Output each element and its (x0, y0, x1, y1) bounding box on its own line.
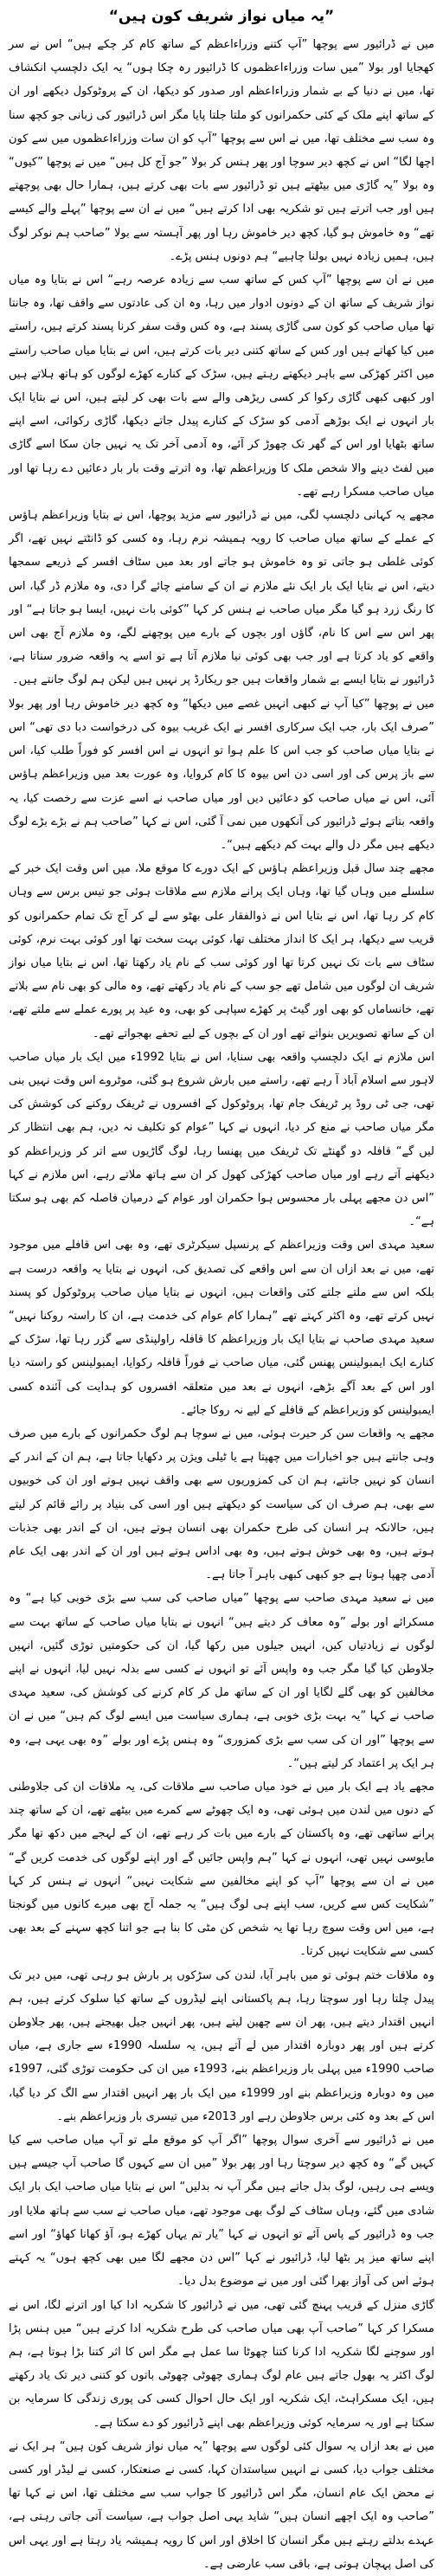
article-paragraph: میں نے سعید مہدی صاحب سے پوچھا ”میاں صاحب کی سب سے بڑی خوبی کیا ہے“ وہ مسکرائے اور بولے ”وہ معاف کر دیتے ہیں“ انہوں نے بتایا میاں صاحب کے ساتھ بہت سے لوگوں نے زیادتیاں کیں، انہیں جیلوں میں رکھا گیا، ان کی حکومتیں توڑی گئیں، انہیں جلاوطن کیا گیا مگر جب وہ واپس آئے تو انہوں نے کسی سے بدلہ نہیں لیا، انہوں نے اپنے مخالفین کو بھی گلے لگایا اور ان کے ساتھ مل کر کام کرنے کی کوشش کی، سعید مہدی صاحب نے کہا ”یہ بہت بڑی خوبی ہے، ہماری سیاست میں ایسے لوگ کم ہیں“ میں نے ان سے پوچھا ”اور ان کی سب سے بڑی کمزوری“ وہ ہنس پڑے اور بولے ”وہ بھی یہی ہے، وہ ہر ایک پر اعتماد کر لیتے ہیں“۔ (9, 1592, 434, 1770)
article-paragraph: مجھے یہ واقعات سن کر حیرت ہوئی، میں نے سوچا ہم لوگ حکمرانوں کے بارے میں صرف وہی جانتے ہیں جو اخبارات میں چھپتا ہے یا ٹیلی ویژن پر دکھایا جاتا ہے، ہم ان کے اندر کے انسان کو نہیں جانتے، ہم ان کی کمزوریوں سے بھی واقف نہیں ہوتے اور ان کی خوبیوں سے بھی، ہم صرف ان کی سیاست کو دیکھتے ہیں اور اسی کی بنیاد پر رائے قائم کر لیتے ہیں، حالانکہ ہر انسان کی طرح حکمران بھی انسان ہوتے ہیں، ان کے اندر بھی جذبات ہوتے ہیں، وہ بھی خوش ہوتے ہیں، وہ بھی اداس ہوتے ہیں اور ان کے اندر بھی ایک عام آدمی چھپا ہوتا ہے جو کبھی کبھی باہر آ جاتا ہے۔ (9, 1426, 434, 1582)
article-paragraph: میں نے بعد ازاں یہ سوال کئی لوگوں سے پوچھا ”یہ میاں نواز شریف کون ہیں“ ہر ایک نے مختلف جواب دیا، کسی نے انہیں سیاستدان کہا، کسی نے صنعتکار، کسی نے لیڈر اور کسی نے محض ایک عام انسان، مگر اس ڈرائیور کا جواب سب سے مختلف تھا، اس نے کہا تھا ”صاحب وہ ایک اچھے انسان ہیں“ شاید یہی اصل جواب ہے، سیاست آتی جاتی رہتی ہے، عہدے بدلتے رہتے ہیں مگر انسان کا اخلاق اور اس کا رویہ ہمیشہ یاد رہتا ہے اور یہی اس کی اصل پہچان ہوتی ہے، باقی سب عارضی ہے۔ (9, 2439, 434, 2571)
article-paragraph: مجھے چند سال قبل وزیراعظم ہاؤس کے ایک دورے کا موقع ملا، میں اس وقت ایک خبر کے سلسلے میں وہاں گیا تھا، وہاں ایک پرانے ملازم سے ملاقات ہوئی جو تیس برس سے وہاں کام کر رہا تھا، اس نے بتایا اس نے ذوالفقار علی بھٹو سے لے کر آج تک تمام حکمرانوں کو قریب سے دیکھا، ہر ایک کا انداز مختلف تھا، کوئی بہت سخت تھا اور کوئی بہت نرم، کوئی سٹاف سے بات تک نہیں کرتا تھا اور کوئی سب کے نام یاد رکھتا تھا، اس نے بتایا میاں نواز شریف ان لوگوں میں شامل تھے جو سب کے نام یاد رکھتے تھے، وہ مالی کو بھی نام سے بلاتے تھے، خانساماں کو بھی اور گیٹ پر کھڑے سپاہی کو بھی، وہ عید پر پورے عملے سے ملتے تھے، ان کے ساتھ تصویریں بنواتے تھے اور ان کے بچوں کے لیے تحفے بھجواتے تھے۔ (9, 862, 434, 1040)
article-paragraph: سعید مہدی اس وقت وزیراعظم کے پرنسپل سیکرٹری تھے، وہ بھی اس قافلے میں موجود تھے، میں نے بعد ازاں ان سے اس واقعے کی تصدیق کی، انہوں نے بتایا یہ واقعہ درست ہے بلکہ اس سے ملتے جلتے کئی واقعات ہیں، انہوں نے بتایا میاں صاحب پروٹوکول کو پسند نہیں کرتے تھے، وہ اکثر کہتے تھے ”ہمارا کام عوام کی خدمت ہے، ان کا راستہ روکنا نہیں“ سعید مہدی صاحب نے بتایا ایک بار وزیراعظم کا قافلہ راولپنڈی سے گزر رہا تھا، سڑک کے کنارے ایک ایمبولینس پھنس گئی، میاں صاحب نے فوراً قافلہ رکوایا، ایمبولینس کو راستہ دیا اور اس کے بعد آگے بڑھے، انہوں نے بعد میں متعلقہ افسروں کو ہدایت کی آئندہ کسی ایمبولینس کو وزیراعظم کے قافلے کے لیے نہ روکا جائے۔ (9, 1239, 434, 1417)
article-paragraph: وہ ملاقات ختم ہوئی تو میں باہر آیا، لندن کی سڑکوں پر بارش ہو رہی تھی، میں دیر تک پیدل چلتا رہا اور سوچتا رہا، ہم پاکستانی اپنے لیڈروں کے ساتھ کیا سلوک کرتے ہیں، ہم انہیں اقتدار دیتے ہیں، پھر ان سے چھین لیتے ہیں، پھر انہیں جیل بھیجتے ہیں، پھر جلاوطن کرتے ہیں اور پھر دوبارہ اقتدار میں لے آتے ہیں، یہ سلسلہ 1990ء سے جاری ہے، میاں صاحب 1990ء میں پہلی بار وزیراعظم بنے، 1993ء میں ان کی حکومت توڑی گئی، 1997ء میں وہ دوبارہ وزیراعظم بنے اور 1999ء میں ایک بار پھر انہیں اقتدار سے الگ کر دیا گیا، اس کے بعد وہ کئی برس جلاوطن رہے اور 2013ء میں تیسری بار وزیراعظم بنے۔ (9, 1968, 434, 2123)
article-paragraph: میں نے پوچھا ”کیا آپ نے کبھی انہیں غصے میں دیکھا“ وہ کچھ دیر خاموش رہا اور پھر بولا ”صرف ایک بار، جب ایک سرکاری افسر نے ایک غریب بیوہ کی درخواست دبا دی تھی“ اس نے بتایا میاں صاحب کو جب اس کا علم ہوا تو انہوں نے اس افسر کو فوراً طلب کیا، اس سے باز پرس کی اور اسی دن اس بیوہ کا کام کروایا، وہ عورت بعد میں وزیراعظم ہاؤس آئی، اس نے میاں صاحب کو دعائیں دیں اور میاں صاحب نے اسے عزت سے رخصت کیا، یہ واقعہ بتاتے ہوئے ڈرائیور کی آنکھوں میں نمی آ گئی، اس نے کہا ”صاحب ہم نے بڑے بڑے لوگ دیکھے ہیں مگر دل والے بہت کم دیکھے ہیں“۔ (9, 697, 434, 852)
article-paragraph: گاڑی منزل کے قریب پہنچ گئی تھی، میں نے ڈرائیور کا شکریہ ادا کیا اور اترنے لگا، اس نے مسکرا کر کہا ”صاحب آپ بھی میاں صاحب کی طرح شکریہ ادا کرتے ہیں“ میں ہنس پڑا اور سوچنے لگا شکریہ ادا کرنا کتنا چھوٹا سا عمل ہے مگر اس کا اثر کتنا بڑا ہوتا ہے، ہم لوگ اکثر یہ بھول جاتے ہیں عام لوگ ہماری چھوٹی چھوٹی باتوں کو کتنی دیر تک یاد رکھتے ہیں، ایک مسکراہٹ، ایک شکریہ اور ایک حال احوال کسی کی پوری زندگی کا سرمایہ بن سکتا ہے اور یہ سرمایہ کوئی وزیراعظم بھی اپنے ڈرائیور کو دے سکتا ہے۔ (9, 2298, 434, 2430)
article-paragraph: اس ملازم نے ایک دلچسپ واقعہ بھی سنایا، اس نے بتایا 1992ء میں ایک بار میاں صاحب لاہور سے اسلام آباد آ رہے تھے، راستے میں بارش شروع ہو گئی، موٹروے اس وقت نہیں بنی تھی، جی ٹی روڈ پر ٹریفک جام تھا، پروٹوکول کے افسروں نے ٹریفک روکنے کی کوشش کی مگر میاں صاحب نے منع کر دیا، انہوں نے کہا ”عوام کو تکلیف نہ دیں، ہم بھی انتظار کر لیں گے“ قافلہ دو گھنٹے تک ٹریفک میں پھنسا رہا، لوگ گاڑیوں سے اتر کر وزیراعظم کو دیکھنے آتے رہے اور میاں صاحب کھڑکی کھول کر ان سے ہاتھ ملاتے رہے، اس ملازم نے کہا ”اس دن مجھے پہلی بار محسوس ہوا حکمران اور عوام کے درمیان فاصلہ کم بھی ہو سکتا ہے“۔ (9, 1050, 435, 1229)
article-title: ”یہ میاں نواز شریف کون ہیں“ (108, 8, 335, 25)
article-body (9, 33, 434, 2576)
article-paragraph: مجھے یاد ہے ایک بار میں نے خود میاں صاحب سے ملاقات کی، یہ ملاقات ان کی جلاوطنی کے دنوں میں لندن میں ہوئی تھی، وہ ایک چھوٹے سے کمرے میں بیٹھے تھے، ان کے ساتھ چند پرانے ساتھی تھے، وہ پاکستان کے بارے میں بات کر رہے تھے، ان کے لہجے میں دکھ تھا مگر مایوسی نہیں تھی، انہوں نے کہا ”ہم واپس جائیں گے اور اپنے لوگوں کی خدمت کریں گے“ میں نے ان سے پوچھا ”آپ کو اپنے مخالفین سے شکایت نہیں“ انہوں نے ہنس کر کہا ”شکایت کس سے کریں، سب اپنے ہی لوگ ہیں“ یہ جملہ آج بھی میرے کانوں میں گونجتا ہے، میں اس وقت سوچ رہا تھا یہ شخص کن مٹی کا بنا ہے جو اتنا کچھ سہنے کے بعد بھی کسی سے شکایت نہیں کرتا۔ (9, 1781, 434, 1959)
article-paragraph: میں نے ان سے پوچھا ”آپ کس کے ساتھ سب سے زیادہ عرصہ رہے“ اس نے بتایا وہ میاں نواز شریف کے ساتھ ان کے دونوں ادوار میں رہا، وہ ان کی عادتوں سے واقف تھا، وہ جانتا تھا میاں صاحب کو کون سی گاڑی پسند ہے، وہ کس وقت سفر کرنا پسند کرتے ہیں، راستے میں کیا کھاتے ہیں اور کس کے ساتھ کتنی دیر بات کرتے ہیں، اس نے بتایا میاں صاحب راستے میں اکثر کھڑکی سے باہر دیکھتے رہتے ہیں، سڑک کے کنارے کھڑے لوگوں کو ہاتھ ہلاتے ہیں اور کبھی کبھی گاڑی رکوا کر کسی ریڑھی والے سے بات بھی کر لیتے ہیں، اس نے بتایا ایک بار انہوں نے ایک بوڑھے آدمی کو سڑک کے کنارے پیدل جاتے دیکھا، گاڑی رکوائی، اسے اپنے ساتھ بٹھایا اور اس کے گھر تک چھوڑ کر آئے، وہ آدمی آخر تک یہ نہیں جان سکا اسے گاڑی میں لفٹ دینے والا شخص ملک کا وزیراعظم تھا، وہ اترتے وقت بار بار دعائیں دے رہا تھا اور میاں صاحب مسکرا رہے تھے۔ (9, 274, 434, 499)
article-paragraph: میں نے ڈرائیور سے آخری سوال پوچھا ”اگر آپ کو موقع ملے تو آپ میاں صاحب سے کیا کہیں گے“ وہ کچھ دیر سوچتا رہا اور پھر بولا ”میں ان سے کہوں گا صاحب آپ جیسے ہیں ویسے ہی رہیں، لوگ بدل جاتے ہیں مگر آپ نہ بدلیں“ اس نے بتایا میاں صاحب ایک بار ایک شادی میں گئے، وہاں سٹاف کے لوگ بھی موجود تھے، میاں صاحب نے سب سے ہاتھ ملایا اور جب وہ ڈرائیور کے پاس آئے تو انہوں نے کہا ”یار تم یہاں کھڑے ہو، آؤ کھانا کھاؤ“ اور اسے اپنے ساتھ میز پر بٹھا لیا، ڈرائیور نے کہا ”اس دن مجھے لگا میں بھی کچھ ہوں“ یہ کہتے ہوئے اس کی آواز بھرا گئی اور میں نے موضوع بدل دیا۔ (9, 2134, 434, 2289)
article-paragraph: مجھے یہ کہانی دلچسپ لگی، میں نے ڈرائیور سے مزید پوچھا، اس نے بتایا وزیراعظم ہاؤس کے عملے کے ساتھ میاں صاحب کا رویہ ہمیشہ نرم رہا، وہ کسی کو ڈانٹتے نہیں تھے، اگر کوئی غلطی ہو جاتی تو وہ خاموش ہو جاتے اور بعد میں سٹاف افسر کے ذریعے سمجھا دیتے، اس نے بتایا ایک بار ایک نئے ملازم نے ان کے سامنے چائے گرا دی، وہ ملازم ڈر گیا، اس کا رنگ زرد ہو گیا مگر میاں صاحب نے ہنس کر کہا ”کوئی بات نہیں، ایسا ہو جاتا ہے“ اور پھر اس سے اس کا نام، گاؤں اور بچوں کے بارے میں پوچھنے لگے، وہ ملازم آج بھی اس واقعے کو یاد کرتا ہے اور جب بھی کوئی نیا ملازم آتا ہے تو اسے یہ واقعہ ضرور سناتا ہے، ڈرائیور نے بتایا ایسے بے شمار واقعات ہیں جو ریکارڈ پر نہیں ہیں لیکن ہم لوگ جانتے ہیں۔ (9, 509, 434, 687)
article-paragraph: میں نے ڈرائیور سے پوچھا ”آپ کتنے وزراءاعظم کے ساتھ کام کر چکے ہیں“ اس نے سر کھجایا اور بولا ”میں سات وزراءاعظموں کا ڈرائیور رہ چکا ہوں“ یہ ایک دلچسپ انکشاف تھا، میں نے دنیا کے بے شمار وزراءاعظم اور صدور کو دیکھا، ان کے پروٹوکول دیکھے اور ان کے ساتھ اپنے ملک کے کئی حکمرانوں کو ملتا جلتا پایا مگر اس ڈرائیور کی زبانی جو کچھ سنا وہ سب سے مختلف تھا، میں نے اس سے پوچھا ”آپ کو ان سات وزراءاعظموں میں سے کون اچھا لگا“ اس نے کچھ دیر سوچا اور پھر ہنس کر بولا ”جو آج کل ہیں“ میں نے پوچھا ”کیوں“ وہ بولا ”یہ گاڑی میں بیٹھتے ہیں تو ڈرائیور سے بات بھی کرتے ہیں، ہمارا حال بھی پوچھتے ہیں اور جب اترتے ہیں تو شکریہ بھی ادا کرتے ہیں“ میں نے ان سے پوچھا ”پہلے والے کیسے تھے“ وہ خاموش ہو گیا، کچھ دیر خاموش رہا اور پھر آہستہ سے بولا ”صاحب ہم نوکر لوگ ہیں، ہمیں زیادہ نہیں بولنا چاہیے“ ہم دونوں ہنس پڑے۔ (9, 38, 434, 263)
